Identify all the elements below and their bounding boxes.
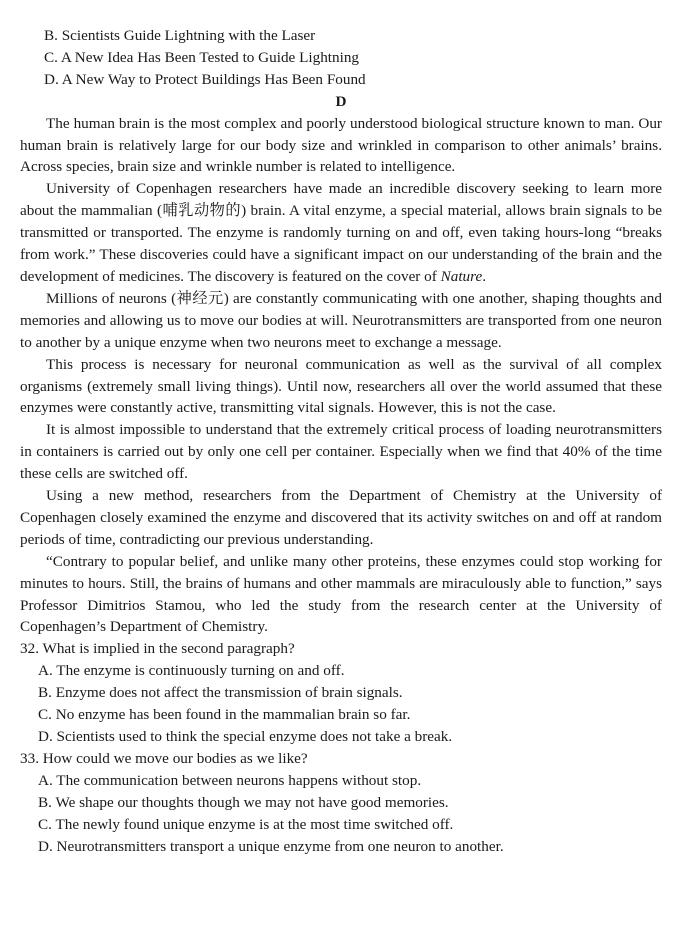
paragraph-2 <box>20 178 662 288</box>
paragraph-3: Millions of neurons (神经元) are constantly communicating with one another, shaping thoughts and memories and allowing us to move our bodies at will. Neurotransmitters are transported from one neuron to another by a unique enzyme when two neurons meet to exchange a message. <box>20 289 662 351</box>
paragraph-7: “Contrary to popular belief, and unlike many other proteins, these enzymes could stop working for minutes to hours. Still, the brains of humans and other mammals are miraculously able to function,” says Professor Dimitrios Stamou, who led the study from the research center at the University of Copenhagen’s Department of Chemistry. <box>20 552 662 636</box>
paragraph-5: It is almost impossible to understand that the extremely critical process of loading neurotransmitters in containers is carried out by only one cell per container. Especially when we find that 40% of the time these cells are switched off. <box>20 421 662 483</box>
question-32-option-d: D. Scientists used to think the special enzyme does not take a break. <box>38 728 453 745</box>
question-33-option-d: D. Neurotransmitters transport a unique enzyme from one neuron to another. <box>38 837 504 855</box>
question-32 <box>20 638 662 748</box>
option-b: B. Scientists Guide Lightning with the Laser <box>44 27 316 44</box>
question-32-option-c: C. No enzyme has been found in the mammalian brain so far. <box>38 706 411 724</box>
question-33 <box>20 748 662 858</box>
question-33-option-a: A. The communication between neurons happens without stop. <box>38 771 422 789</box>
option-c: C. A New Idea Has Been Tested to Guide Lightning <box>44 48 360 66</box>
paragraph-4: This process is necessary for neuronal communication as well as the survival of all complex organisms (extremely small living things). Until now, researchers all over the world assumed that these enzymes were constantly active, transmitting vital signals. However, this is not the case. <box>20 355 662 417</box>
question-32-stem: 32. What is implied in the second paragraph? <box>20 640 295 658</box>
question-33-option-c: C. The newly found unique enzyme is at the most time switched off. <box>38 815 454 833</box>
question-33-option-b: B. We shape our thoughts though we may not have good memories. <box>38 793 449 811</box>
passage <box>20 113 662 639</box>
section-heading: D <box>335 92 347 110</box>
question-32-option-a: A. The enzyme is continuously turning on and off. <box>38 662 345 680</box>
paragraph-6: Using a new method, researchers from the Department of Chemistry at the University of Copenhagen closely examined the enzyme and discovered that its activity switches on and off at random periods of time, contradicting our previous understanding. <box>20 487 662 548</box>
question-32-option-b: B. Enzyme does not affect the transmission of brain signals. <box>38 684 403 702</box>
journal-name: Nature <box>440 267 483 285</box>
previous-question-options <box>20 25 662 91</box>
paragraph-1: The human brain is the most complex and poorly understood biological structure known to man. Our human brain is relatively large for our body size and wrinkled in comparison to other animals’ brains. Across species, brain size and wrinkle number is related to intelligence. <box>20 114 662 176</box>
question-33-stem: 33. How could we move our bodies as we like? <box>20 749 308 767</box>
paragraph-2-text: University of Copenhagen researchers have made an incredible discovery seeking to learn more about the mammalian (哺乳动物的) brain. A vital enzyme, a special material, allows brain signals to be transmitted or transported. The enzyme is randomly turning on and off, even taking hours-long “breaks from work.” These discoveries could have a significant impact on our understanding of the brain and the development of medicines. The discovery is featured on the cover of <box>20 180 662 285</box>
paragraph-2-end: . <box>482 267 487 285</box>
option-d: D. A New Way to Protect Buildings Has Been Found <box>44 70 366 88</box>
